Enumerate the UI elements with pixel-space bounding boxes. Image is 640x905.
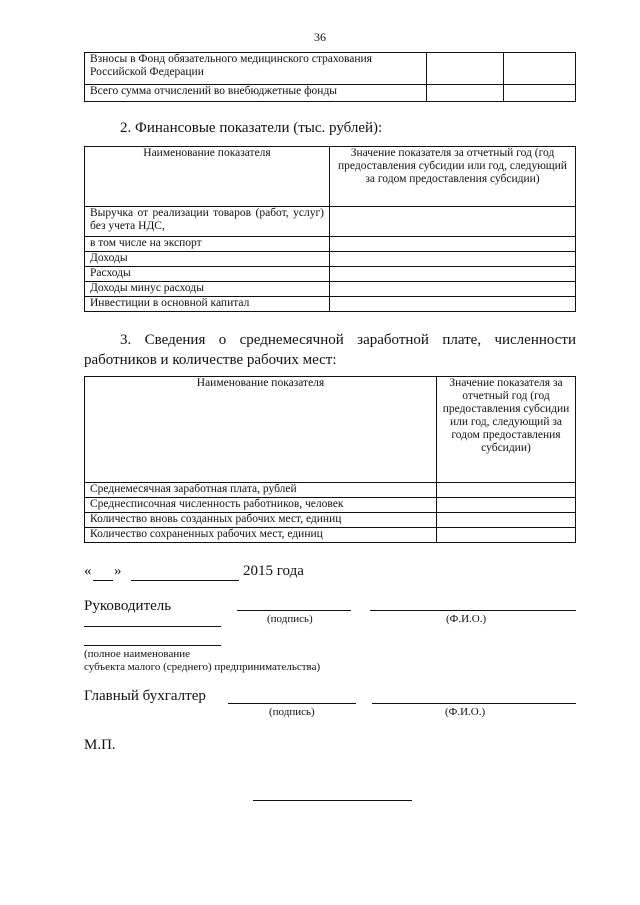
- table-cell: [504, 85, 576, 102]
- head-fio-caption: (Ф.И.О.): [446, 613, 487, 625]
- org-caption: [84, 648, 320, 674]
- accountant-label: Главный бухгалтер: [84, 688, 206, 704]
- table-row-label: Расходы: [85, 267, 330, 282]
- table-row-label: Среднесписочная численность работников, человек: [85, 498, 437, 513]
- accountant-signature-line: [228, 703, 356, 704]
- table-cell: [330, 282, 576, 297]
- table-cell: [504, 53, 576, 85]
- org-line-1: [84, 626, 221, 627]
- table-cell: [330, 252, 576, 267]
- org-caption-line-2: субъекта малого (среднего) предпринимательства): [84, 661, 321, 673]
- table-cell: [437, 513, 576, 528]
- date-open-quote: «: [84, 563, 92, 579]
- table-cell: [437, 483, 576, 498]
- accountant-signature-caption: (подпись): [269, 706, 315, 718]
- day-blank-line: [93, 580, 113, 581]
- date-close-quote: »: [114, 563, 122, 579]
- table-cell: [330, 267, 576, 282]
- contributions-table: [84, 52, 576, 102]
- column-header-value: Значение показателя за отчетный год (год предоставления субсидии или год, следующий за годом предоставления субсидии): [330, 147, 576, 207]
- stamp-label: М.П.: [84, 737, 116, 753]
- accountant-fio-line: [372, 703, 576, 704]
- accountant-fio-caption: (Ф.И.О.): [445, 706, 486, 718]
- table-row-label: Взносы в Фонд обязательного медицинского страхования Российской Федерации: [85, 53, 427, 85]
- table-cell: [437, 528, 576, 543]
- table-row-label: Доходы: [85, 252, 330, 267]
- table-cell: [427, 85, 504, 102]
- org-line-2: [84, 645, 221, 646]
- column-header-name: Наименование показателя: [85, 377, 437, 483]
- table-row-label: Количество вновь созданных рабочих мест, единиц: [85, 513, 437, 528]
- page-number: 36: [314, 30, 326, 44]
- table-row-label: Доходы минус расходы: [85, 282, 330, 297]
- table-row-label: Среднемесячная заработная плата, рублей: [85, 483, 437, 498]
- org-caption-line-1: (полное наименование: [84, 648, 191, 660]
- head-label: Руководитель: [84, 598, 172, 614]
- table-row-label: в том числе на экспорт: [85, 237, 330, 252]
- month-blank-line: [131, 580, 239, 581]
- table-cell: [330, 207, 576, 237]
- table-row-label: Всего сумма отчислений во внебюджетные фонды: [85, 85, 427, 102]
- table-cell: [330, 297, 576, 312]
- section3-heading: 3. Сведения о среднемесячной заработной плате, численности работников и количестве рабочих мест:: [84, 332, 576, 368]
- table-row-label: Инвестиции в основной капитал: [85, 297, 330, 312]
- head-signature-line: [237, 610, 351, 611]
- column-header-name: Наименование показателя: [85, 147, 330, 207]
- salary-employment-table: [84, 376, 576, 543]
- table-row-label: Количество сохраненных рабочих мест, единиц: [85, 528, 437, 543]
- head-signature-caption: (подпись): [267, 613, 313, 625]
- table-cell: [437, 498, 576, 513]
- financial-indicators-table: [84, 146, 576, 312]
- date-year: 2015 года: [243, 563, 304, 579]
- footer-separator-line: [253, 800, 412, 801]
- head-fio-line: [370, 610, 576, 611]
- section2-heading: 2. Финансовые показатели (тыс. рублей):: [120, 120, 383, 136]
- table-cell: [330, 237, 576, 252]
- column-header-value: Значение показателя за отчетный год (год предоставления субсидии или год, следующий за годом предоставления субсидии): [437, 377, 576, 483]
- table-row-label: Выручка от реализации товаров (работ, услуг) без учета НДС,: [85, 207, 330, 237]
- table-cell: [427, 53, 504, 85]
